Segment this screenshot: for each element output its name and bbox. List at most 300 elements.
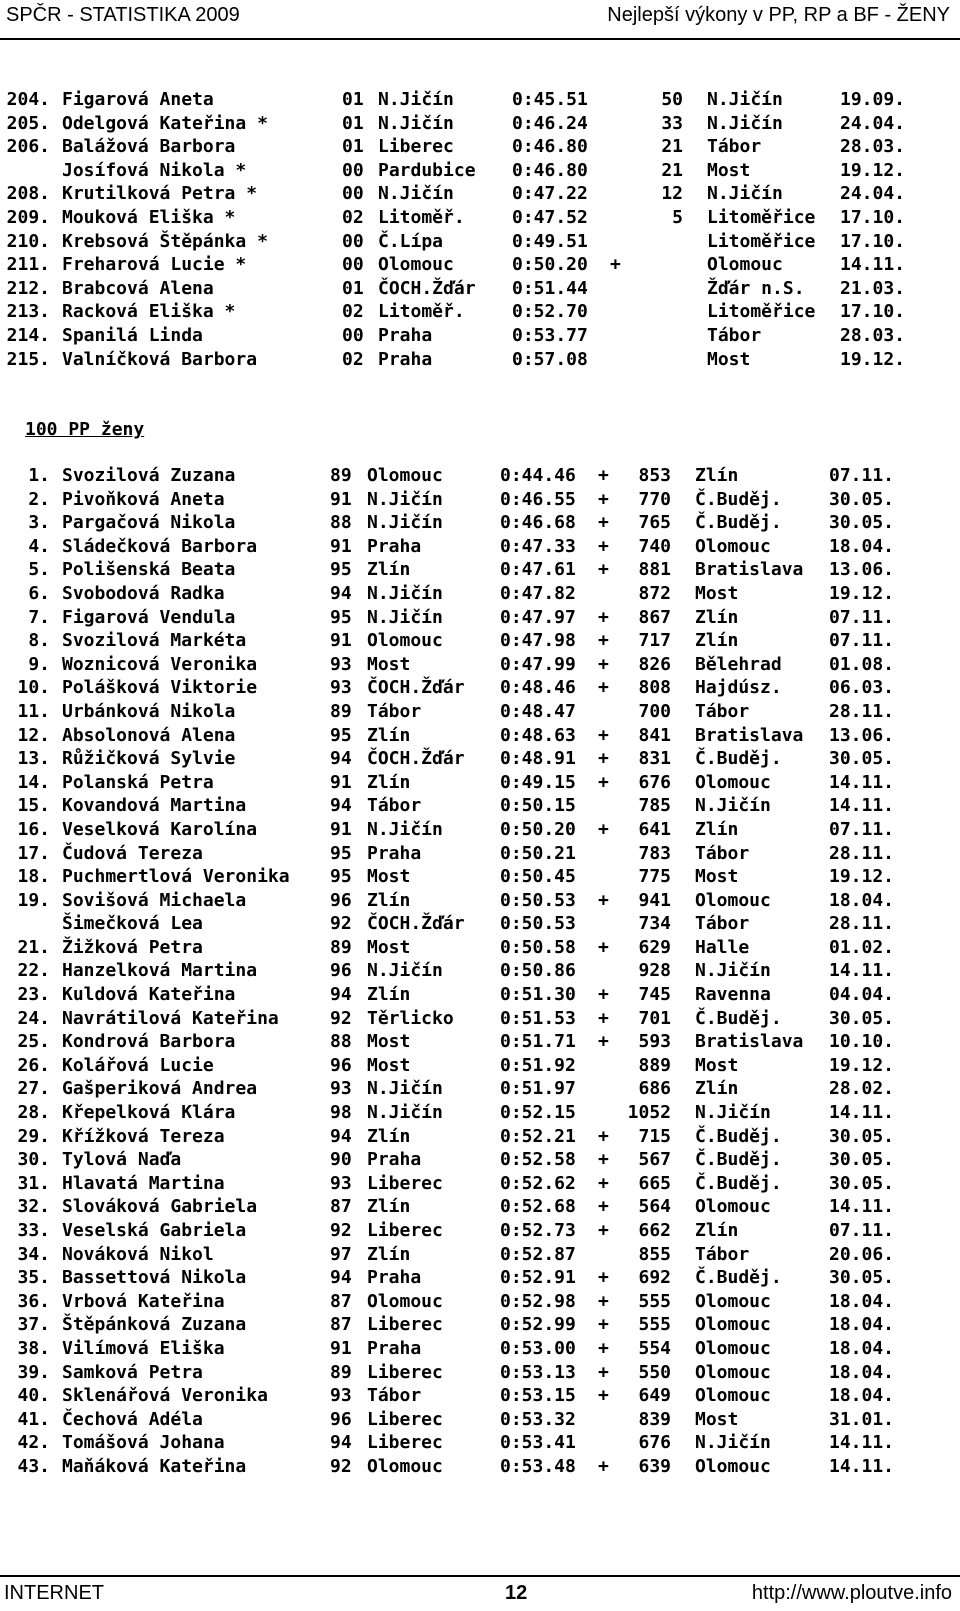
name-cell: Veselková Karolína bbox=[62, 818, 258, 840]
year-cell: 94 bbox=[330, 1267, 352, 1289]
year-cell: 91 bbox=[330, 535, 352, 557]
time-cell: 0:47.82 bbox=[500, 582, 576, 604]
table-row bbox=[0, 653, 960, 677]
flag-cell: + bbox=[598, 1385, 609, 1407]
time-cell: 0:49.15 bbox=[500, 771, 576, 793]
rank-cell: 27. bbox=[17, 1078, 50, 1100]
time-cell: 0:50.86 bbox=[500, 960, 576, 982]
date-cell: 04.04. bbox=[829, 984, 895, 1006]
place-cell: Most bbox=[695, 582, 739, 604]
club-cell: Most bbox=[367, 936, 411, 958]
rank-cell: 36. bbox=[17, 1290, 50, 1312]
points-cell: 867 bbox=[638, 606, 671, 628]
points-cell: 826 bbox=[638, 653, 671, 675]
name-cell: Šimečková Lea bbox=[62, 913, 203, 935]
year-cell: 93 bbox=[330, 1172, 352, 1194]
points-cell: 717 bbox=[638, 630, 671, 652]
name-cell: Čudová Tereza bbox=[62, 842, 203, 864]
table-row bbox=[0, 206, 960, 230]
table-row bbox=[0, 912, 960, 936]
rank-cell: 4. bbox=[28, 535, 50, 557]
place-cell: Tábor bbox=[707, 136, 762, 158]
date-cell: 10.10. bbox=[829, 1031, 895, 1053]
year-cell: 95 bbox=[330, 724, 352, 746]
year-cell: 94 bbox=[330, 1432, 352, 1454]
name-cell: Slováková Gabriela bbox=[62, 1196, 258, 1218]
table-row bbox=[0, 464, 960, 488]
place-cell: Olomouc bbox=[695, 1337, 771, 1359]
place-cell: Tábor bbox=[695, 842, 750, 864]
header-subtitle: Nejlepší výkony v PP, RP a BF - ŽENY bbox=[607, 4, 950, 26]
club-cell: Zlín bbox=[367, 559, 411, 581]
place-cell: Tábor bbox=[707, 324, 762, 346]
date-cell: 01.08. bbox=[829, 653, 895, 675]
points-cell: 701 bbox=[638, 1007, 671, 1029]
club-cell: Tábor bbox=[367, 795, 422, 817]
table-row bbox=[0, 1101, 960, 1125]
name-cell: Spanilá Linda bbox=[62, 324, 203, 346]
year-cell: 94 bbox=[330, 795, 352, 817]
table-row bbox=[0, 1054, 960, 1078]
flag-cell: + bbox=[598, 984, 609, 1006]
rank-cell: 17. bbox=[17, 842, 50, 864]
time-cell: 0:52.62 bbox=[500, 1172, 576, 1194]
table-row bbox=[0, 159, 960, 183]
place-cell: N.Jičín bbox=[707, 183, 783, 205]
time-cell: 0:46.80 bbox=[512, 136, 588, 158]
time-cell: 0:50.45 bbox=[500, 866, 576, 888]
club-cell: N.Jičín bbox=[378, 183, 454, 205]
date-cell: 14.11. bbox=[829, 1432, 895, 1454]
name-cell: Mouková Eliška * bbox=[62, 206, 236, 228]
rank-cell: 16. bbox=[17, 818, 50, 840]
place-cell: Zlín bbox=[695, 1220, 739, 1241]
club-cell: Olomouc bbox=[367, 630, 443, 652]
time-cell: 0:46.24 bbox=[512, 112, 588, 134]
flag-cell: + bbox=[598, 1196, 609, 1218]
rank-cell: 19. bbox=[17, 889, 50, 911]
name-cell: Pargačová Nikola bbox=[62, 512, 236, 534]
table-row bbox=[0, 1195, 960, 1219]
flag-cell: + bbox=[598, 771, 609, 793]
table-row bbox=[0, 842, 960, 866]
date-cell: 28.02. bbox=[829, 1078, 895, 1100]
time-cell: 0:47.99 bbox=[500, 653, 576, 675]
date-cell: 30.05. bbox=[829, 748, 895, 770]
points-cell: 554 bbox=[638, 1337, 671, 1359]
table-row bbox=[0, 747, 960, 771]
time-cell: 0:53.00 bbox=[500, 1337, 576, 1359]
year-cell: 00 bbox=[342, 183, 364, 205]
rank-cell: 208. bbox=[6, 183, 50, 205]
date-cell: 30.05. bbox=[829, 1172, 895, 1194]
rank-cell: 40. bbox=[17, 1385, 50, 1407]
name-cell: Žižková Petra bbox=[62, 936, 203, 958]
place-cell: Most bbox=[707, 348, 751, 370]
time-cell: 0:52.91 bbox=[500, 1267, 576, 1289]
place-cell: Most bbox=[695, 1408, 739, 1430]
flag-cell: + bbox=[598, 1314, 609, 1336]
place-cell: Hajdúsz. bbox=[695, 677, 782, 699]
club-cell: Liberec bbox=[367, 1314, 443, 1336]
points-cell: 50 bbox=[661, 89, 683, 110]
name-cell: Růžičková Sylvie bbox=[62, 748, 236, 770]
date-cell: 13.06. bbox=[829, 559, 895, 581]
club-cell: Olomouc bbox=[367, 465, 443, 486]
time-cell: 0:52.21 bbox=[500, 1125, 576, 1147]
rank-cell: 206. bbox=[6, 136, 50, 158]
page-header bbox=[0, 0, 960, 42]
footer-url: http://www.ploutve.info bbox=[751, 1582, 952, 1604]
table-row bbox=[0, 1313, 960, 1337]
name-cell: Hanzelková Martina bbox=[62, 960, 258, 982]
rank-cell: 24. bbox=[17, 1007, 50, 1029]
year-cell: 01 bbox=[342, 136, 364, 158]
year-cell: 96 bbox=[330, 1054, 352, 1076]
flag-cell: + bbox=[598, 535, 609, 557]
time-cell: 0:51.92 bbox=[500, 1054, 576, 1076]
date-cell: 20.06. bbox=[829, 1243, 895, 1265]
rank-cell: 9. bbox=[28, 653, 50, 675]
points-cell: 889 bbox=[638, 1054, 671, 1076]
flag-cell: + bbox=[598, 1361, 609, 1383]
date-cell: 06.03. bbox=[829, 677, 895, 699]
flag-cell: + bbox=[598, 559, 609, 581]
club-cell: Liberec bbox=[367, 1172, 443, 1194]
rank-cell: 5. bbox=[28, 559, 50, 581]
club-cell: Zlín bbox=[367, 724, 411, 746]
year-cell: 96 bbox=[330, 960, 352, 982]
points-cell: 839 bbox=[638, 1408, 671, 1430]
points-cell: 641 bbox=[638, 818, 671, 840]
club-cell: Zlín bbox=[367, 1196, 411, 1218]
year-cell: 87 bbox=[330, 1314, 352, 1336]
year-cell: 89 bbox=[330, 1361, 352, 1383]
time-cell: 0:51.53 bbox=[500, 1007, 576, 1029]
rank-cell: 22. bbox=[17, 960, 50, 982]
rank-cell: 28. bbox=[17, 1102, 50, 1124]
time-cell: 0:51.44 bbox=[512, 277, 588, 299]
year-cell: 93 bbox=[330, 677, 352, 699]
place-cell: Halle bbox=[695, 936, 750, 958]
points-cell: 941 bbox=[638, 889, 671, 911]
place-cell: Most bbox=[707, 159, 751, 181]
flag-cell: + bbox=[598, 1172, 609, 1194]
club-cell: Praha bbox=[367, 1149, 422, 1171]
place-cell: N.Jičín bbox=[695, 795, 771, 817]
points-cell: 593 bbox=[638, 1031, 671, 1053]
header-title: SPČR - STATISTIKA 2009 bbox=[6, 4, 240, 26]
flag-cell: + bbox=[598, 630, 609, 652]
table-row bbox=[0, 324, 960, 348]
rank-cell: 210. bbox=[6, 230, 50, 252]
points-cell: 21 bbox=[661, 136, 683, 158]
rank-cell: 205. bbox=[6, 112, 50, 134]
points-cell: 550 bbox=[638, 1361, 671, 1383]
name-cell: Figarová Aneta bbox=[62, 89, 214, 110]
points-cell: 567 bbox=[638, 1149, 671, 1171]
time-cell: 0:53.41 bbox=[500, 1432, 576, 1454]
year-cell: 89 bbox=[330, 936, 352, 958]
date-cell: 28.11. bbox=[829, 700, 895, 722]
year-cell: 91 bbox=[330, 630, 352, 652]
table-row bbox=[0, 865, 960, 889]
points-cell: 740 bbox=[638, 535, 671, 557]
time-cell: 0:50.53 bbox=[500, 889, 576, 911]
points-cell: 872 bbox=[638, 582, 671, 604]
year-cell: 96 bbox=[330, 1408, 352, 1430]
name-cell: Kovandová Martina bbox=[62, 795, 247, 817]
place-cell: Č.Buděj. bbox=[695, 1172, 782, 1194]
date-cell: 19.12. bbox=[840, 159, 906, 181]
rank-cell: 33. bbox=[17, 1220, 50, 1241]
place-cell: Olomouc bbox=[695, 889, 771, 911]
table-row bbox=[0, 112, 960, 136]
year-cell: 88 bbox=[330, 512, 352, 534]
time-cell: 0:47.22 bbox=[512, 183, 588, 205]
place-cell: Č.Buděj. bbox=[695, 748, 782, 770]
club-cell: N.Jičín bbox=[378, 112, 454, 134]
year-cell: 02 bbox=[342, 348, 364, 370]
rank-cell: 30. bbox=[17, 1149, 50, 1171]
table-row bbox=[0, 983, 960, 1007]
table-row bbox=[0, 794, 960, 818]
table-row bbox=[0, 1007, 960, 1031]
club-cell: Litoměř. bbox=[378, 301, 465, 323]
club-cell: N.Jičín bbox=[367, 960, 443, 982]
place-cell: Zlín bbox=[695, 818, 739, 840]
table-row bbox=[0, 629, 960, 653]
club-cell: Praha bbox=[378, 324, 433, 346]
points-cell: 676 bbox=[638, 771, 671, 793]
rank-cell: 29. bbox=[17, 1125, 50, 1147]
place-cell: Olomouc bbox=[695, 1361, 771, 1383]
place-cell: N.Jičín bbox=[695, 960, 771, 982]
time-cell: 0:57.08 bbox=[512, 348, 588, 370]
points-cell: 881 bbox=[638, 559, 671, 581]
year-cell: 95 bbox=[330, 842, 352, 864]
table-row bbox=[0, 88, 960, 112]
club-cell: Liberec bbox=[378, 136, 454, 158]
place-cell: Zlín bbox=[695, 465, 739, 486]
flag-cell: + bbox=[598, 1125, 609, 1147]
rank-cell: 8. bbox=[28, 630, 50, 652]
points-cell: 808 bbox=[638, 677, 671, 699]
table-row bbox=[0, 300, 960, 324]
date-cell: 07.11. bbox=[829, 630, 895, 652]
date-cell: 18.04. bbox=[829, 1385, 895, 1407]
name-cell: Nováková Nikol bbox=[62, 1243, 214, 1265]
rank-cell: 12. bbox=[17, 724, 50, 746]
rank-cell: 26. bbox=[17, 1054, 50, 1076]
name-cell: Krutilková Petra * bbox=[62, 183, 258, 205]
table-row bbox=[0, 606, 960, 630]
name-cell: Vrbová Kateřina bbox=[62, 1290, 225, 1312]
points-cell: 649 bbox=[638, 1385, 671, 1407]
flag-cell: + bbox=[598, 1290, 609, 1312]
name-cell: Svobodová Radka bbox=[62, 582, 225, 604]
name-cell: Navrátilová Kateřina bbox=[62, 1007, 279, 1029]
club-cell: Zlín bbox=[367, 1125, 411, 1147]
club-cell: ČOCH.Žďár bbox=[378, 277, 476, 299]
date-cell: 18.04. bbox=[829, 535, 895, 557]
name-cell: Veselská Gabriela bbox=[62, 1220, 247, 1241]
date-cell: 19.09. bbox=[840, 89, 906, 110]
club-cell: Těrlicko bbox=[367, 1007, 454, 1029]
name-cell: Figarová Vendula bbox=[62, 606, 236, 628]
points-cell: 783 bbox=[638, 842, 671, 864]
year-cell: 94 bbox=[330, 582, 352, 604]
place-cell: Olomouc bbox=[707, 254, 783, 276]
rank-cell: 41. bbox=[17, 1408, 50, 1430]
table-row bbox=[0, 511, 960, 535]
place-cell: Olomouc bbox=[695, 1196, 771, 1218]
time-cell: 0:51.97 bbox=[500, 1078, 576, 1100]
points-cell: 855 bbox=[638, 1243, 671, 1265]
table-row bbox=[0, 1408, 960, 1432]
time-cell: 0:53.77 bbox=[512, 324, 588, 346]
rank-cell: 7. bbox=[28, 606, 50, 628]
date-cell: 19.12. bbox=[840, 348, 906, 370]
place-cell: Zlín bbox=[695, 1078, 739, 1100]
place-cell: Olomouc bbox=[695, 535, 771, 557]
club-cell: N.Jičín bbox=[367, 488, 443, 510]
table-row bbox=[0, 1219, 960, 1243]
year-cell: 88 bbox=[330, 1031, 352, 1053]
flag-cell: + bbox=[598, 465, 609, 486]
time-cell: 0:52.99 bbox=[500, 1314, 576, 1336]
time-cell: 0:47.33 bbox=[500, 535, 576, 557]
table-row bbox=[0, 676, 960, 700]
year-cell: 00 bbox=[342, 324, 364, 346]
date-cell: 14.11. bbox=[829, 1455, 895, 1477]
table-row bbox=[0, 771, 960, 795]
club-cell: N.Jičín bbox=[378, 89, 454, 110]
rank-cell: 35. bbox=[17, 1267, 50, 1289]
time-cell: 0:52.98 bbox=[500, 1290, 576, 1312]
name-cell: Kolářová Lucie bbox=[62, 1054, 214, 1076]
rank-cell: 42. bbox=[17, 1432, 50, 1454]
date-cell: 18.04. bbox=[829, 1337, 895, 1359]
date-cell: 30.05. bbox=[829, 1125, 895, 1147]
club-cell: ČOCH.Žďár bbox=[367, 748, 465, 770]
club-cell: Liberec bbox=[367, 1432, 443, 1454]
club-cell: Most bbox=[367, 1031, 411, 1053]
table-row bbox=[0, 1148, 960, 1172]
name-cell: Samková Petra bbox=[62, 1361, 203, 1383]
time-cell: 0:50.20 bbox=[500, 818, 576, 840]
year-cell: 91 bbox=[330, 818, 352, 840]
table-row bbox=[0, 818, 960, 842]
club-cell: N.Jičín bbox=[367, 512, 443, 534]
rank-cell: 32. bbox=[17, 1196, 50, 1218]
rank-cell: 25. bbox=[17, 1031, 50, 1053]
date-cell: 07.11. bbox=[829, 818, 895, 840]
time-cell: 0:53.13 bbox=[500, 1361, 576, 1383]
club-cell: Praha bbox=[378, 348, 433, 370]
place-cell: Olomouc bbox=[695, 1314, 771, 1336]
table-row bbox=[0, 230, 960, 254]
table-row bbox=[0, 558, 960, 582]
name-cell: Odelgová Kateřina * bbox=[62, 112, 268, 134]
name-cell: Gašperiková Andrea bbox=[62, 1078, 258, 1100]
date-cell: 07.11. bbox=[829, 465, 895, 486]
table-row bbox=[0, 1290, 960, 1314]
year-cell: 92 bbox=[330, 1007, 352, 1029]
year-cell: 90 bbox=[330, 1149, 352, 1171]
date-cell: 01.02. bbox=[829, 936, 895, 958]
footer-divider bbox=[0, 1575, 960, 1577]
section-title: 100 PP ženy bbox=[25, 419, 145, 440]
rank-cell: 13. bbox=[17, 748, 50, 770]
place-cell: N.Jičín bbox=[695, 1102, 771, 1124]
table-row bbox=[0, 253, 960, 277]
place-cell: Č.Buděj. bbox=[695, 1007, 782, 1029]
club-cell: Praha bbox=[367, 1267, 422, 1289]
points-cell: 853 bbox=[638, 465, 671, 486]
date-cell: 31.01. bbox=[829, 1408, 895, 1430]
club-cell: Liberec bbox=[367, 1220, 443, 1241]
name-cell: Puchmertlová Veronika bbox=[62, 866, 290, 888]
date-cell: 19.12. bbox=[829, 1054, 895, 1076]
year-cell: 02 bbox=[342, 206, 364, 228]
rank-cell: 21. bbox=[17, 936, 50, 958]
date-cell: 14.11. bbox=[840, 254, 906, 276]
rank-cell: 209. bbox=[6, 206, 50, 228]
time-cell: 0:49.51 bbox=[512, 230, 588, 252]
place-cell: Č.Buděj. bbox=[695, 488, 782, 510]
place-cell: Tábor bbox=[695, 1243, 750, 1265]
time-cell: 0:52.15 bbox=[500, 1102, 576, 1124]
time-cell: 0:52.73 bbox=[500, 1220, 576, 1241]
club-cell: N.Jičín bbox=[367, 606, 443, 628]
name-cell: Tomášová Johana bbox=[62, 1432, 225, 1454]
name-cell: Sládečková Barbora bbox=[62, 535, 258, 557]
flag-cell: + bbox=[598, 1267, 609, 1289]
rank-cell: 18. bbox=[17, 866, 50, 888]
time-cell: 0:52.58 bbox=[500, 1149, 576, 1171]
club-cell: Č.Lípa bbox=[378, 230, 444, 252]
points-cell: 564 bbox=[638, 1196, 671, 1218]
year-cell: 01 bbox=[342, 89, 364, 110]
place-cell: Bratislava bbox=[695, 1031, 804, 1053]
date-cell: 13.06. bbox=[829, 724, 895, 746]
table-row bbox=[0, 1337, 960, 1361]
rank-cell: 204. bbox=[6, 89, 50, 110]
club-cell: Zlín bbox=[367, 1243, 411, 1265]
time-cell: 0:48.46 bbox=[500, 677, 576, 699]
date-cell: 17.10. bbox=[840, 230, 906, 252]
flag-cell: + bbox=[598, 677, 609, 699]
place-cell: Olomouc bbox=[695, 1455, 771, 1477]
club-cell: Most bbox=[367, 1054, 411, 1076]
points-cell: 686 bbox=[638, 1078, 671, 1100]
place-cell: Č.Buděj. bbox=[695, 1149, 782, 1171]
points-cell: 785 bbox=[638, 795, 671, 817]
name-cell: Balážová Barbora bbox=[62, 136, 236, 158]
date-cell: 30.05. bbox=[829, 1149, 895, 1171]
place-cell: Bělehrad bbox=[695, 653, 782, 675]
points-cell: 665 bbox=[638, 1172, 671, 1194]
date-cell: 14.11. bbox=[829, 960, 895, 982]
points-cell: 676 bbox=[638, 1432, 671, 1454]
place-cell: Olomouc bbox=[695, 771, 771, 793]
time-cell: 0:50.15 bbox=[500, 795, 576, 817]
name-cell: Svozilová Zuzana bbox=[62, 465, 236, 486]
name-cell: Křížková Tereza bbox=[62, 1125, 225, 1147]
year-cell: 95 bbox=[330, 606, 352, 628]
club-cell: Most bbox=[367, 866, 411, 888]
